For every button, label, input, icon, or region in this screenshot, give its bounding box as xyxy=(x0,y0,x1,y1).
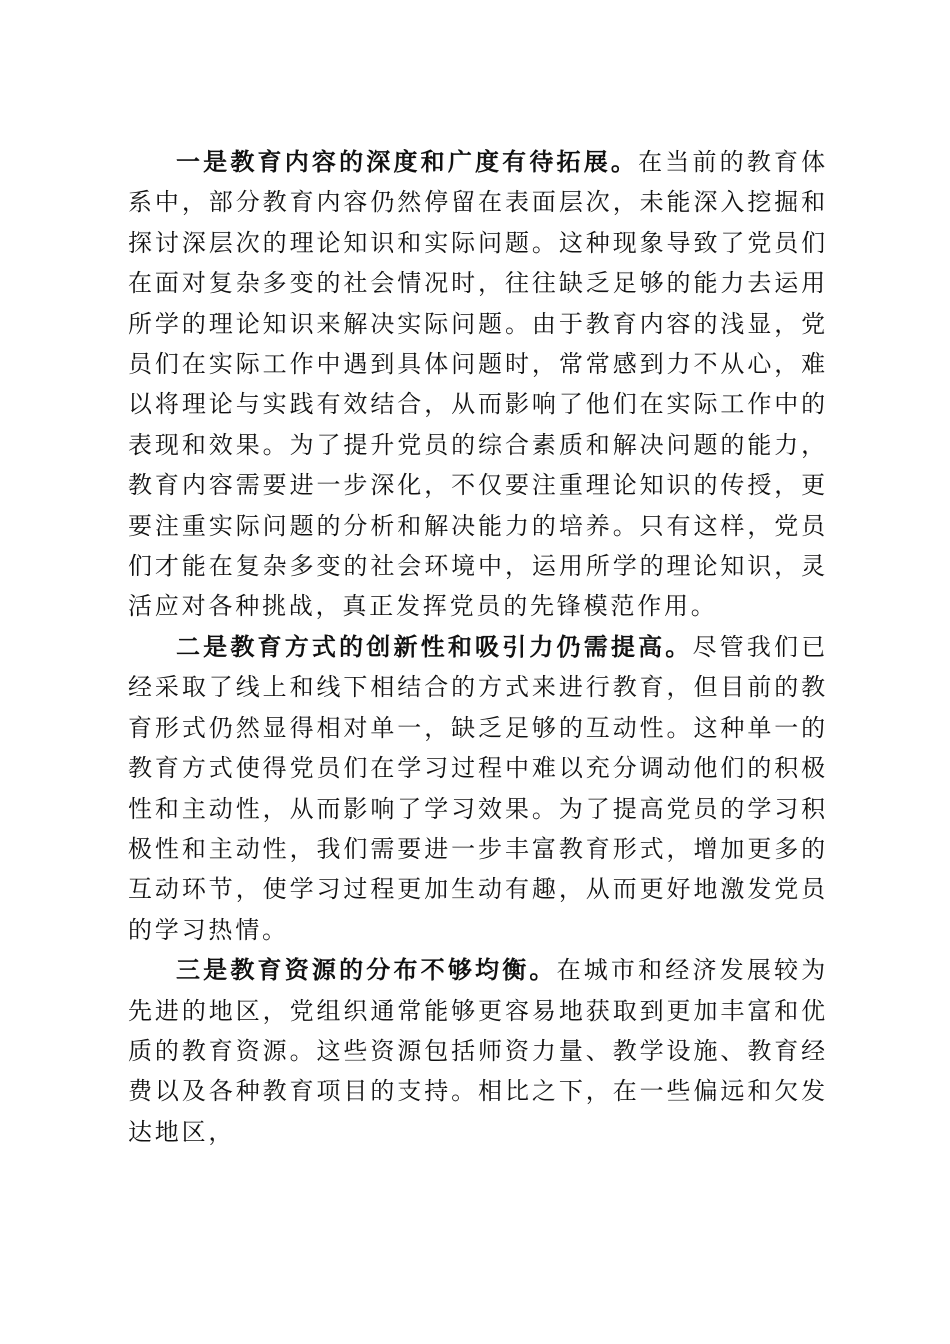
paragraph-3-lead: 三是教育资源的分布不够均衡。 xyxy=(176,955,557,985)
paragraph-3-body: 在城市和经济发展较为先进的地区，党组织通常能够更容易地获取到更加丰富和优质的教育资源。这些资源包括师资力量、教学设施、教育经费以及各种教育项目的支持。相比之下，在一些偏远和欠发达地区， xyxy=(128,956,829,1146)
paragraph-1 xyxy=(128,142,828,627)
paragraph-1-body: 在当前的教育体系中，部分教育内容仍然停留在表面层次，未能深入挖掘和探讨深层次的理论知识和实际问题。这种现象导致了党员们在面对复杂多变的社会情况时，往往缺乏足够的能力去运用所学的理论知识来解决实际问题。由于教育内容的浅显，党员们在实际工作中遇到具体问题时，常常感到力不从心，难以将理论与实践有效结合，从而影响了他们在实际工作中的表现和效果。为了提升党员的综合素质和解决问题的能力，教育内容需要进一步深化，不仅要注重理论知识的传授，更要注重实际问题的分析和解决能力的培养。只有这样，党员们才能在复杂多变的社会环境中，运用所学的理论知识，灵活应对各种挑战，真正发挥党员的先锋模范作用。 xyxy=(128,148,828,621)
paragraph-3 xyxy=(128,950,828,1152)
document-body xyxy=(128,142,828,1152)
paragraph-2-lead: 二是教育方式的创新性和吸引力仍需提高。 xyxy=(176,631,693,661)
paragraph-2 xyxy=(128,627,828,950)
paragraph-1-lead: 一是教育内容的深度和广度有待拓展。 xyxy=(176,147,639,176)
paragraph-2-body: 尽管我们已经采取了线上和线下相结合的方式来进行教育，但目前的教育形式仍然显得相对单一，缺乏足够的互动性。这种单一的教育方式使得党员们在学习过程中难以充分调动他们的积极性和主动性，从而影响了学习效果。为了提高党员的学习积极性和主动性，我们需要进一步丰富教育形式，增加更多的互动环节，使学习过程更加生动有趣，从而更好地激发党员的学习热情。 xyxy=(128,632,828,944)
